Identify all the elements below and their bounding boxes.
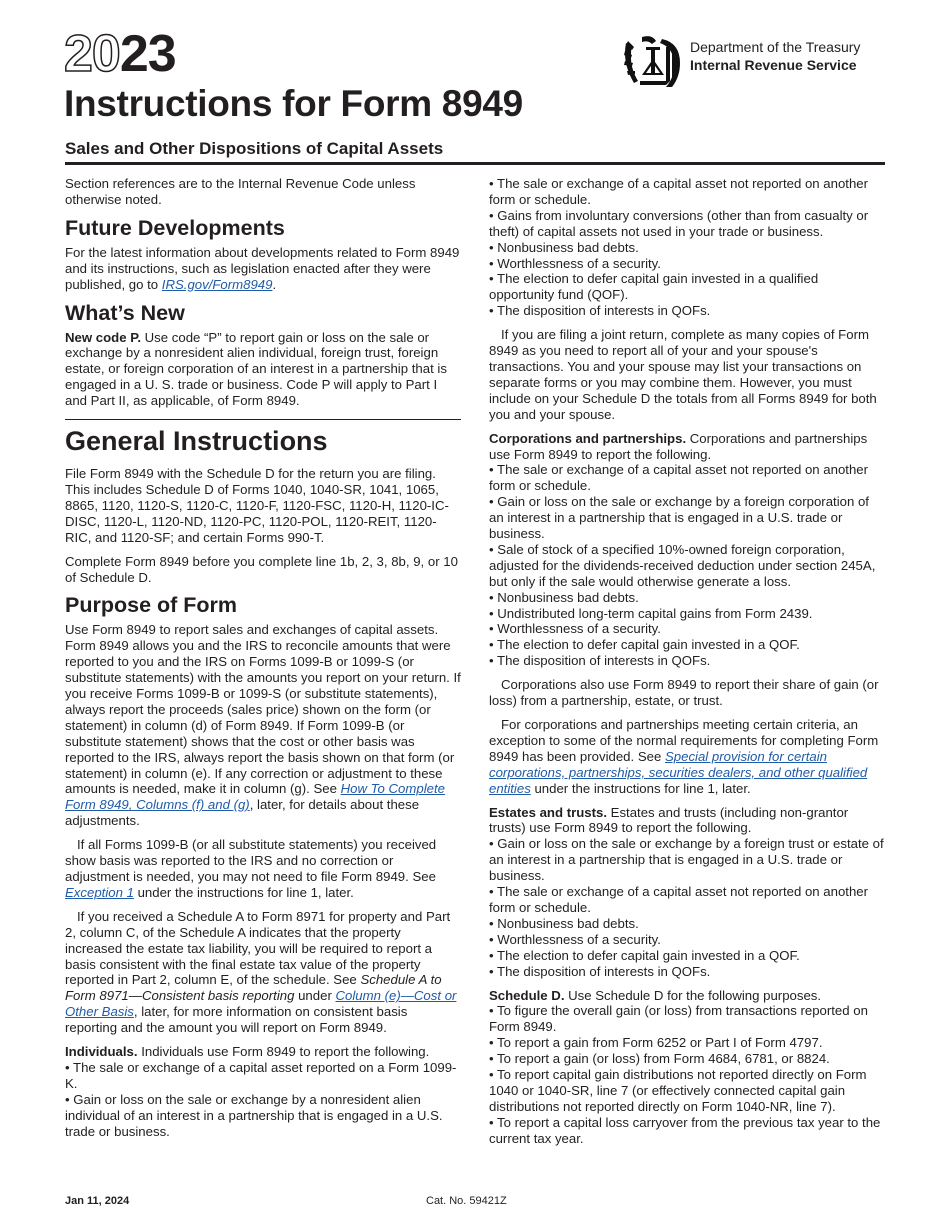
paragraph: [65, 909, 461, 1036]
bullet-icon: •: [489, 1114, 498, 1130]
bullet-item: [489, 590, 885, 606]
run-in-heading: Schedule D.: [489, 987, 565, 1003]
bullet-list: [489, 836, 885, 979]
page-subtitle: Sales and Other Dispositions of Capital Assets: [65, 139, 444, 158]
paragraph-text: For the latest information about developments related to Form 8949 and its instructions, such as legislation enacted after they were published, go to: [65, 244, 460, 292]
paragraph-text: Use Schedule D for the following purposes.: [564, 987, 822, 1003]
paragraph-text: If you received a Schedule A to Form 8971 for property and Part 2, column C, of the Schedule A indicates that the property increased the estate tax liability, you will be required to report a basis consistent with the final estate tax value of the property reported in Part 2, column E, of the schedule. See: [65, 908, 451, 988]
bullet-item: [489, 637, 885, 653]
bullet-text: To report a gain from Form 6252 or Part I of Form 4797.: [497, 1035, 823, 1051]
bullet-icon: •: [65, 1059, 74, 1075]
bullet-icon: •: [489, 621, 498, 637]
bullet-icon: •: [489, 541, 498, 557]
paragraph: [489, 988, 885, 1004]
bullet-text: To figure the overall gain (or loss) from transactions reported on Form 8949.: [489, 1003, 868, 1035]
paragraph: [65, 837, 461, 901]
bullet-text: The sale or exchange of a capital asset reported on a Form 1099-K.: [65, 1059, 457, 1091]
paragraph-text: under: [294, 988, 336, 1004]
bullet-icon: •: [489, 884, 498, 900]
agency-irs: Internal Revenue Service: [690, 57, 857, 73]
section-heading-future-developments: Future Developments: [65, 215, 285, 240]
bullet-text: The disposition of interests in QOFs.: [497, 653, 711, 669]
bullet-icon: •: [489, 239, 498, 255]
bullet-list: [489, 462, 885, 669]
bullet-text: The disposition of interests in QOFs.: [497, 303, 711, 319]
paragraph-text: If all Forms 1099-B (or all substitute statements) you received show basis was reported to the IRS and no correction or adjustment is needed, you may not need to file Form 8949. See: [65, 837, 437, 884]
paragraph: [489, 431, 885, 463]
bullet-text: Worthlessness of a security.: [497, 621, 661, 637]
paragraph: [65, 176, 461, 208]
bullet-text: The sale or exchange of a capital asset not reported on another form or schedule.: [489, 176, 869, 207]
bullet-text: The sale or exchange of a capital asset not reported on another form or schedule.: [489, 884, 869, 915]
bullet-icon: •: [489, 589, 498, 605]
link-irs-gov-form8949[interactable]: IRS.gov/Form8949: [161, 276, 273, 292]
paragraph: [65, 622, 461, 829]
agency-department: Department of the Treasury: [690, 39, 861, 55]
bullet-item: [65, 1060, 461, 1092]
bullet-icon: •: [489, 271, 498, 287]
tax-year-solid: 23: [119, 25, 176, 83]
paragraph-text: Complete Form 8949 before you complete line 1b, 2, 3, 8b, 9, or 10 of Schedule D.: [65, 553, 458, 585]
bullet-icon: •: [489, 605, 498, 621]
bullet-item: [489, 884, 885, 916]
bullet-icon: •: [489, 176, 498, 191]
bullet-icon: •: [489, 653, 498, 669]
bullet-text: Gain or loss on the sale or exchange by a foreign trust or estate of an interest in a partnership that is engaged in a U.S. trade or business.: [489, 836, 884, 884]
bullet-item: [489, 1035, 885, 1051]
irs-eagle-logo-icon: [622, 33, 684, 88]
bullet-item: [489, 948, 885, 964]
bullet-text: The election to defer capital gain invested in a qualified opportunity fund (QOF).: [489, 271, 819, 303]
bullet-icon: •: [65, 1091, 74, 1107]
bullet-list: [489, 1003, 885, 1146]
run-in-heading: Individuals.: [65, 1044, 138, 1060]
bullet-icon: •: [489, 207, 498, 223]
bullet-icon: •: [489, 1035, 498, 1051]
bullet-text: To report a capital loss carryover from the previous tax year to the current tax year.: [489, 1114, 881, 1146]
tax-year: [64, 24, 176, 84]
bullet-item: [489, 1003, 885, 1035]
paragraph: [489, 805, 885, 837]
paragraph-text: under the instructions for line 1, later.: [530, 780, 751, 796]
bullet-item: [489, 462, 885, 494]
bullet-icon: •: [489, 915, 498, 931]
paragraph: [65, 245, 461, 293]
bullet-item: [489, 606, 885, 622]
bullet-text: The election to defer capital gain invested in a QOF.: [497, 637, 800, 653]
bullet-icon: •: [489, 947, 498, 963]
run-in-heading: Estates and trusts.: [489, 804, 607, 820]
section-heading-general-instructions: General Instructions: [65, 419, 461, 458]
paragraph: [65, 554, 461, 586]
bullet-item: [489, 1067, 885, 1115]
bullet-text: Undistributed long-term capital gains from Form 2439.: [497, 605, 813, 621]
bullet-icon: •: [489, 494, 498, 510]
bullet-item: [489, 932, 885, 948]
link-column-e-cost-or-other-basis[interactable]: Column (e)—Cost or Other Basis: [65, 988, 457, 1020]
bullet-text: Worthlessness of a security.: [497, 931, 661, 947]
bullet-item: [489, 303, 885, 319]
bullet-icon: •: [489, 1067, 498, 1083]
bullet-text: Nonbusiness bad debts.: [497, 589, 639, 605]
paragraph: [65, 330, 461, 410]
bullet-text: To report capital gain distributions not reported directly on Form 1040 or 1040-SR, line 7 (or effectively connected capital gain distributions not reported directly on Form 1040-NR, line 7).: [489, 1067, 867, 1114]
bullet-text: Nonbusiness bad debts.: [497, 239, 639, 255]
bullet-icon: •: [489, 303, 498, 319]
paragraph-text: under the instructions for line 1, later.: [133, 884, 354, 900]
paragraph-text: Section references are to the Internal Revenue Code unless otherwise noted.: [65, 176, 416, 207]
paragraph-text: .: [272, 276, 277, 292]
paragraph-text: If you are filing a joint return, complete as many copies of Form 8949 as you need to report all of your and your spouse's transactions. You and your spouse may list your transactions on separate forms or you may combine them. However, you must include on your Schedule D the totals from all Forms 8949 for both you and your spouse.: [489, 327, 877, 422]
bullet-text: The election to defer capital gain invested in a QOF.: [497, 947, 800, 963]
paragraph: [65, 466, 461, 546]
bullet-text: Sale of stock of a specified 10%-owned foreign corporation, adjusted for the dividends-received deduction under section 245A, but only if the sale would otherwise generate a loss.: [489, 541, 876, 589]
bullet-list: [65, 1060, 461, 1140]
bullet-icon: •: [489, 931, 498, 947]
bullet-item: [489, 1115, 885, 1147]
paragraph-text: File Form 8949 with the Schedule D for the return you are filing. This includes Schedule D of Forms 1040, 1040-SR, 1041, 1065, 8865, 1120, 1120-S, 1120-C, 1120-F, 1120-FSC, 1120-H, 1120-IC-DISC, 1120-L, 1120-ND, 1120-PC, 1120-POL, 1120-REIT, 1120-RIC, and 1120-SF; and certain Forms 990-T.: [65, 466, 449, 545]
paragraph-text: Corporations and partnerships use Form 8949 to report the following.: [489, 430, 868, 462]
bullet-icon: •: [489, 1003, 498, 1019]
bullet-icon: •: [489, 1051, 498, 1067]
bullet-text: Gains from involuntary conversions (other than from casualty or theft) of capital assets not used in your trade or business.: [489, 207, 869, 239]
bullet-list: [489, 176, 885, 319]
right-column: [489, 176, 885, 1155]
section-heading-purpose-of-form: Purpose of Form: [65, 593, 238, 618]
link-special-provision-for-certain-corporatio[interactable]: Special provision for certain corporations, partnerships, securities dealers, and other qualified entities: [489, 748, 868, 796]
paragraph-text: Use Form 8949 to report sales and exchanges of capital assets. Form 8949 allows you and the IRS to reconcile amounts that were reported to you and the IRS on Forms 1099-B or 1099-S (or substitute statements) with the amounts you report on your return. If you receive Forms 1099-B or 1099-S (or substitute statements), always report the proceeds (sales price) shown on the form (or statement) in column (d) of Form 8949. If Form 1099-B (or substitute statement) shows that the cost or other basis was reported to the IRS, always report the basis shown on that form (or statement) in column (e). If any correction or adjustment to these amounts is needed, make it in column (g). See: [65, 622, 461, 797]
paragraph-text: Individuals use Form 8949 to report the following.: [137, 1044, 430, 1060]
bullet-item: [489, 542, 885, 590]
bullet-text: Nonbusiness bad debts.: [497, 915, 639, 931]
paragraph-text: Use code “P” to report gain or loss on the sale or exchange by a nonresident alien individual, foreign trust, foreign estate, or foreign corporation of an interest in a partnership that is engaged in a U. S. trade or business. Code P will apply to Part I and Part II, as applicable, of Form 8949.: [65, 329, 447, 409]
bullet-item: [489, 494, 885, 542]
bullet-item: [489, 836, 885, 884]
tax-year-outline: 20: [64, 25, 120, 83]
paragraph-text: Estates and trusts (including non-grantor trusts) use Form 8949 to report the following.: [489, 804, 849, 836]
revision-date: Jan 11, 2024: [65, 1195, 130, 1207]
section-heading-what-s-new: What’s New: [65, 300, 185, 325]
run-in-heading: New code P.: [65, 329, 141, 345]
bullet-item: [489, 1051, 885, 1067]
bullet-item: [489, 621, 885, 637]
catalog-number: Cat. No. 59421Z: [426, 1195, 507, 1207]
bullet-item: [489, 916, 885, 932]
run-in-heading: Corporations and partnerships.: [489, 430, 687, 446]
bullet-item: [489, 256, 885, 272]
bullet-icon: •: [489, 462, 498, 478]
bullet-icon: •: [489, 637, 498, 653]
bullet-icon: •: [489, 963, 498, 979]
link-exception-1[interactable]: Exception 1: [65, 884, 134, 900]
bullet-item: [489, 240, 885, 256]
agency-block: [622, 33, 860, 88]
bullet-item: [489, 964, 885, 980]
bullet-item: [489, 176, 885, 208]
paragraph-text: For corporations and partnerships meeting certain criteria, an exception to some of the normal requirements for completing Form 8949 has been provided. See: [489, 717, 879, 764]
paragraph: [65, 1044, 461, 1060]
paragraph: [489, 327, 885, 422]
bullet-text: Worthlessness of a security.: [497, 255, 661, 271]
header-divider: [65, 162, 885, 165]
italic-reference: Schedule A to Form 8971—Consistent basis reporting: [65, 972, 442, 1004]
left-column: [65, 176, 461, 1148]
paragraph: [489, 677, 885, 709]
bullet-text: To report a gain (or loss) from Form 4684, 6781, or 8824.: [497, 1051, 830, 1067]
page-title: Instructions for Form 8949: [64, 83, 523, 124]
bullet-text: Gain or loss on the sale or exchange by a foreign corporation of an interest in a partnership that is engaged in a U.S. trade or business.: [489, 494, 869, 542]
bullet-text: The disposition of interests in QOFs.: [497, 963, 711, 979]
bullet-item: [489, 208, 885, 240]
bullet-icon: •: [489, 836, 498, 852]
paragraph-text: Corporations also use Form 8949 to report their share of gain (or loss) from a partnership, estate, or trust.: [489, 677, 879, 709]
bullet-item: [65, 1092, 461, 1140]
bullet-icon: •: [489, 255, 498, 271]
bullet-text: The sale or exchange of a capital asset not reported on another form or schedule.: [489, 462, 869, 494]
paragraph: [489, 717, 885, 797]
paragraph-text: , later, for details about these adjustments.: [65, 797, 420, 829]
link-how-to-complete-form-8949-columns-f-and-[interactable]: How To Complete Form 8949, Columns (f) and (g): [65, 781, 445, 813]
paragraph-text: , later, for more information on consistent basis reporting and the amount you will report on Form 8949.: [65, 1004, 408, 1036]
bullet-item: [489, 271, 885, 303]
bullet-item: [489, 653, 885, 669]
bullet-text: Gain or loss on the sale or exchange by a nonresident alien individual of an interest in a partnership that is engaged in a U.S. trade or business.: [65, 1091, 443, 1139]
